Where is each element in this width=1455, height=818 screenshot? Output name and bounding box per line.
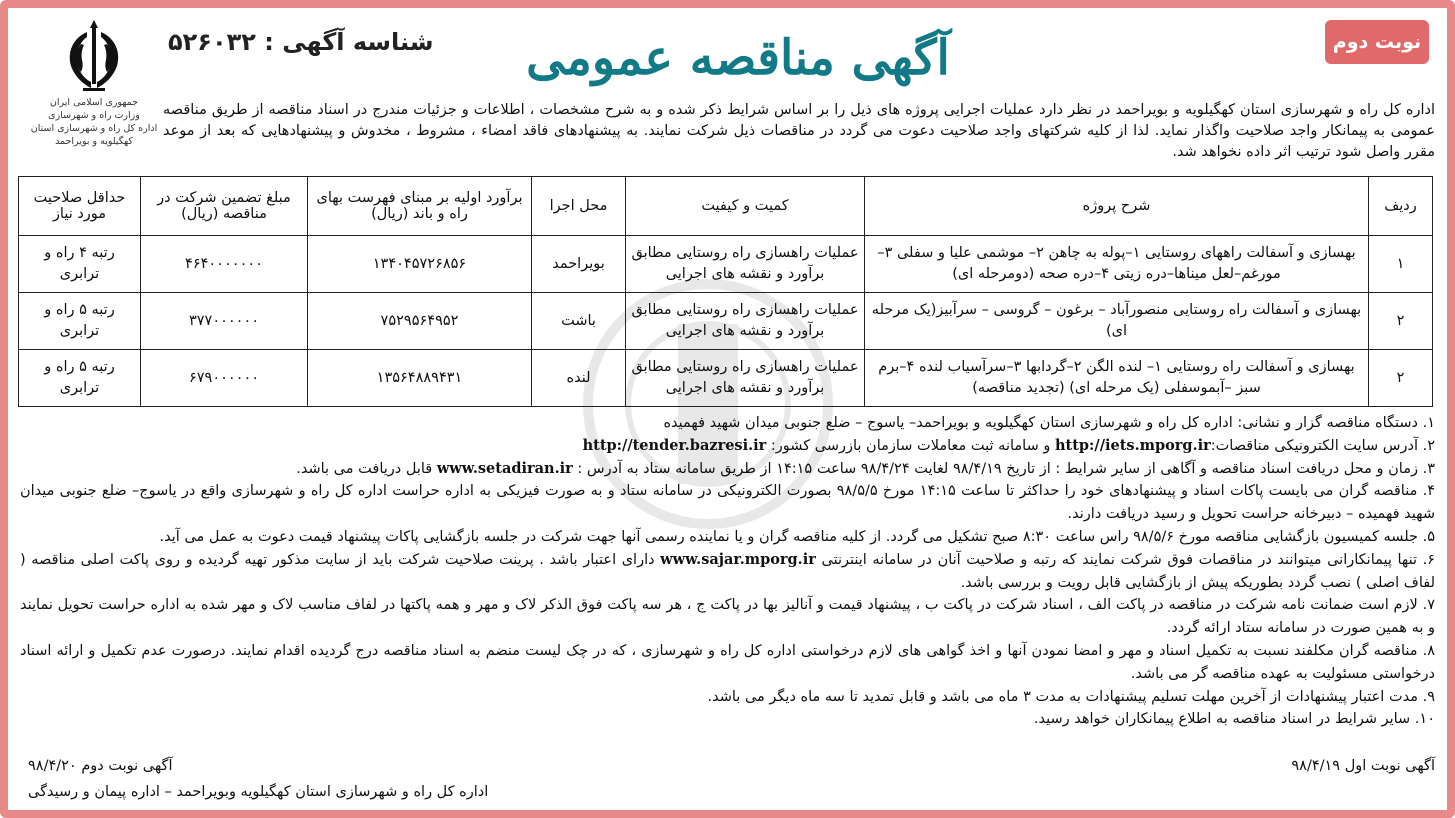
cell-row-number: ۱ [1369,236,1433,293]
table-header-row [19,177,1433,236]
conditions-list [20,412,1435,731]
col-header-estimate: برآورد اولیه بر مبنای فهرست بهای راه و باند (ریال) [308,177,532,236]
condition-item: ۸. مناقصه گران مکلفند نسبت به تکمیل اسناد و مهر و امضا نمودن آنها و اخذ گواهی های لازم درخواستی اداره کل راه و شهرسازی ، که در چک لیست منضم به اسناد مناقصه درج گردیده اقدام نمایند. درصورت عدم تکمیل و ارائه اسناد درخواستی مسئولیت به عهده مناقصه گر می باشد. [20,642,1435,682]
cell-guarantee: ۴۶۴۰۰۰۰۰۰۰ [141,236,308,293]
notice-content [18,14,1437,804]
iran-emblem-icon [53,14,135,96]
col-header-grade: حداقل صلاحیت مورد نیاز [19,177,141,236]
first-round-date: آگهی نوبت اول ۹۸/۴/۱۹ [1291,758,1435,774]
cell-location: بویراحمد [532,236,626,293]
logo-line-office: اداره کل راه و شهرسازی استان کهگیلویه و بویراحمد [30,123,158,147]
table-row [19,236,1433,293]
condition-item: ۴. مناقصه گران می بایست پاکات اسناد و پیشنهادهای خود را حداکثر تا ساعت ۱۴:۱۵ مورخ ۹۸/۵/۵ بصورت الکترونیکی در سامانه ستاد و به صورت فیزیکی به اداره حراست اداره کل راه و شهرسازی واقع در یاسوج– ضلع جنوبی میدان شهید فهمیده – دبیرخانه حراست تحویل و رسید دریافت دارند. [20,483,1435,523]
col-header-location: محل اجرا [532,177,626,236]
iets-link[interactable]: http://iets.mporg.ir [1054,436,1211,454]
notice-title: آگهی مناقصه عمومی [526,30,950,86]
sajar-link[interactable]: www.sajar.mporg.ir [660,550,816,568]
ad-id: شناسه آگهی : ۵۲۶۰۳۲ [168,28,434,56]
condition-text: قابل دریافت می باشد. [296,460,437,477]
cell-guarantee: ۳۷۷۰۰۰۰۰۰ [141,293,308,350]
cell-description: بهسازی و آسفالت راههای روستایی ۱–پوله به چاهن ۲– موشمی علیا و سفلی ۳– مورغم–لعل میناها–دره زیتی ۴–دره صحه (دومرحله ای) [865,236,1369,293]
cell-grade: رتبه ۵ راه و ترابری [19,293,141,350]
col-header-guarantee: مبلغ تضمین شرکت در مناقصه (ریال) [141,177,308,236]
condition-item: ۵. جلسه کمیسیون بازگشایی مناقصه مورخ ۹۸/۵/۶ راس ساعت ۸:۳۰ صبح تشکیل می گردد. از کلیه مناقصه گران و یا نماینده رسمی آنها جهت شرکت در جلسه بازگشایی پاکات پیشنهاد قیمت دعوت به عمل می آید. [159,528,1435,545]
cell-grade: رتبه ۵ راه و ترابری [19,350,141,407]
cell-row-number: ۲ [1369,350,1433,407]
cell-quantity: عملیات راهسازی راه روستایی مطابق برآورد و نقشه های اجرایی [626,293,865,350]
col-header-quantity: کمیت و کیفیت [626,177,865,236]
cell-description: بهسازی و آسفالت راه روستایی ۱– لنده الگن ۲–گردابها ۳–سرآسیاب لنده ۴–برم سبز –آبموسفلی (یک مرحله ای) (تجدید مناقصه) [865,350,1369,407]
condition-item: ۱۰. سایر شرایط در اسناد مناقصه به اطلاع پیمانکاران خواهد رسید. [1033,711,1435,728]
condition-text: و سامانه ثبت معاملات سازمان بازرسی کشور: [766,437,1055,454]
cell-estimate: ۱۳۴۰۴۵۷۲۶۸۵۶ [308,236,532,293]
logo-line-republic: جمهوری اسلامی ایران [49,97,139,108]
tender-bazresi-link[interactable]: http://tender.bazresi.ir [582,436,767,454]
cell-quantity: عملیات راهسازی راه روستایی مطابق برآورد و نقشه های اجرایی [626,236,865,293]
logo-line-ministry: وزارت راه و شهرسازی [48,110,140,121]
cell-guarantee: ۶۷۹۰۰۰۰۰۰ [141,350,308,407]
condition-item [20,435,1435,458]
table-row [19,293,1433,350]
condition-item: ۱. دستگاه مناقصه گزار و نشانی: اداره کل راه و شهرسازی استان کهگیلویه و بویراحمد– یاسوج – ضلع جنوبی میدان شهید فهمیده [663,415,1435,431]
cell-row-number: ۲ [1369,293,1433,350]
issuer-signature: اداره کل راه و شهرسازی استان کهگیلویه وبویراحمد – اداره پیمان و رسیدگی [28,784,489,800]
cell-description: بهسازی و آسفالت راه روستایی منصورآباد – برغون – گروسی – سرآبیز(یک مرحله ای) [865,293,1369,350]
second-round-badge: نوبت دوم [1325,20,1429,64]
condition-text: ۳. زمان و محل دریافت اسناد مناقصه و آگاهی از سایر شرایط : از تاریخ ۹۸/۴/۱۹ لغایت ۹۸/۴/۲۴ ساعت ۱۴:۱۵ از طریق سامانه ستاد به آدرس : [572,460,1435,477]
condition-item: ۹. مدت اعتبار پیشنهادات از آخرین مهلت تسلیم پیشنهادات به مدت ۳ ماه می باشد و قابل تمدید تا سه ماه دیگر می باشد. [707,688,1435,705]
condition-item: ۷. لازم است ضمانت نامه شرکت در مناقصه در پاکت الف ، اسناد شرکت در پاکت ب ، پیشنهاد قیمت و آنالیز بها در پاکت ج ، هر سه پاکت فوق الذکر لاک و مهر و همه پاکتها در لفاف مناسب لاک و مهر شده به اداره حراست تحویل نمایند و به همین صورت در سامانه ستاد ارائه گردد. [20,597,1435,637]
cell-estimate: ۷۵۲۹۵۶۴۹۵۲ [308,293,532,350]
emblem-logo [24,14,164,166]
cell-quantity: عملیات راهسازی راه روستایی مطابق برآورد و نقشه های اجرایی [626,350,865,407]
table-row [19,350,1433,407]
condition-text: ۶. تنها پیمانکارانی میتوانند در مناقصات فوق شرکت نمایند که رتبه و صلاحیت آنان در سامانه اینترنتی [815,551,1435,568]
cell-estimate: ۱۳۵۶۴۸۸۹۴۳۱ [308,350,532,407]
cell-grade: رتبه ۴ راه و ترابری [19,236,141,293]
col-header-row-number: ردیف [1369,177,1433,236]
cell-location: لنده [532,350,626,407]
second-round-date: آگهی نوبت دوم ۹۸/۴/۲۰ [28,758,173,774]
cell-location: باشت [532,293,626,350]
setadiran-link[interactable]: www.setadiran.ir [436,459,573,477]
col-header-description: شرح پروژه [865,177,1369,236]
intro-paragraph: اداره کل راه و شهرسازی استان کهگیلویه و بویراحمد در نظر دارد عملیات اجرایی پروژه های ذیل را بر اساس شرایط ذکر شده و به شرح مشخصات ، اطلاعات و جزئیات مندرج در اسناد مناقصه از طریق مناقصه عمومی به پیمانکار واجد صلاحیت واگذار نماید. لذا از کلیه شرکتهای واجد صلاحیت دعوت می گردد در مناقصات ذیل شرکت نمایند. به پیشنهادهای فاقد امضاء ، مشروط ، مخدوش و پیشنهادهایی که بعد از موعد مقرر واصل شود ترتیب اثر داده نخواهد شد. [163,102,1435,160]
tender-table [18,176,1433,407]
condition-item [20,549,1435,595]
condition-text: دارای اعتبار باشد . پرینت صلاحیت شرکت باید از سایت مذکور تهیه گردیده و روی پاکت اصلی مناقصه ( لفاف اصلی ) نصب گردد بطوریکه پیش از بازگشایی قابل رویت و بررسی باشد. [20,551,1435,591]
condition-item [20,458,1435,481]
condition-text: ۲. آدرس سایت الکترونیکی مناقصات: [1210,437,1435,454]
